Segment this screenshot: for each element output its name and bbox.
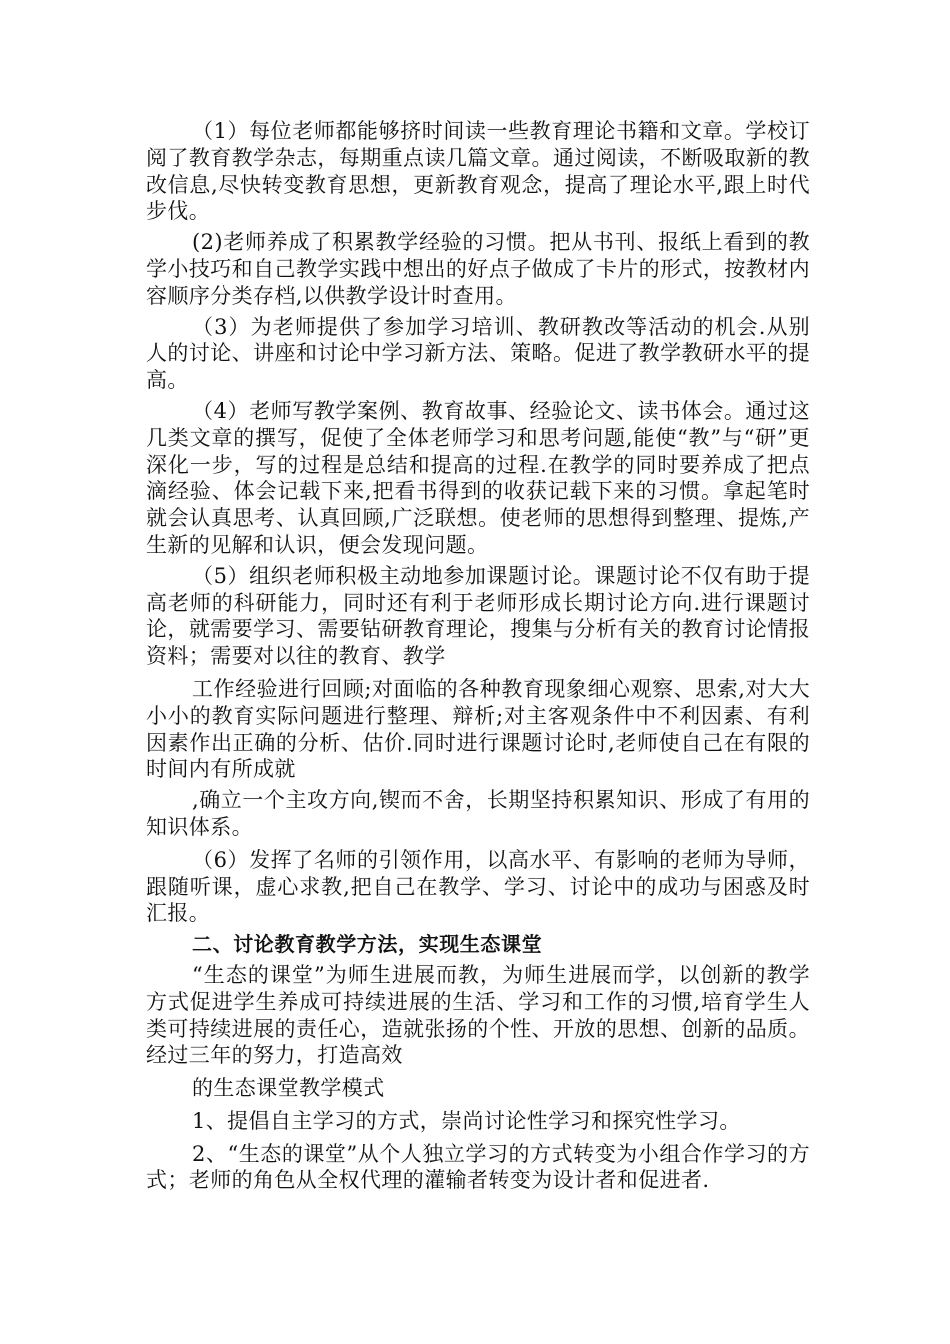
paragraph-1: （1）每位老师都能够挤时间读一些教育理论书籍和文章。学校订阅了教育教学杂志，每期重点读几篇文章。通过阅读，不断吸取新的教改信息,尽快转变教育思想，更新教育观念，提高了理论水平,跟上时代步伐。 (146, 119, 810, 224)
list-item-1: 1、提倡自主学习的方式，崇尚讨论性学习和探究性学习。 (192, 1108, 741, 1133)
paragraph-5: （5）组织老师积极主动地参加课题讨论。课题讨论不仅有助于提高老师的科研能力，同时还有利于老师形成长期讨论方向.进行课题讨论，就需要学习、需要钻研教育理论，搜集与分析有关的教育讨论情报资料；需要对以往的教育、教学 (146, 563, 810, 669)
paragraph-6: （6）发挥了名师的引领作用，以高水平、有影响的老师为导师，跟随听课，虚心求教,把自己在教学、学习、讨论中的成功与困惑及时汇报。 (146, 847, 810, 926)
paragraph-5-continued-2: ,确立一个主攻方向,锲而不舍，长期坚持积累知识、形成了有用的知识体系。 (146, 788, 810, 839)
paragraph-7-continued: 的生态课堂教学模式 (192, 1076, 385, 1101)
paragraph-7: “生态的课堂”为师生进展而教，为师生进展而学，以创新的教学方式促进学生养成可持续进展的生活、学习和工作的习惯,培育学生人类可持续进展的责任心，造就张扬的个性、开放的思想、创新的品质。经过三年的努力，打造高效 (146, 962, 810, 1068)
paragraph-4: （4）老师写教学案例、教育故事、经验论文、读书体会。通过这几类文章的撰写，促使了全体老师学习和思考问题,能使“教”与“研”更深化一步，写的过程是总结和提高的过程.在教学的同时要养成了把点滴经验、体会记载下来,把看书得到的收获记载下来的习惯。拿起笔时就会认真思考、认真回顾,广泛联想。使老师的思想得到整理、提炼,产生新的见解和认识，便会发现问题。 (146, 398, 810, 557)
paragraph-2: (2)老师养成了积累教学经验的习惯。把从书刊、报纸上看到的教学小技巧和自己教学实践中想出的好点子做成了卡片的形式，按教材内容顺序分类存档,以供教学设计时查用。 (146, 230, 810, 308)
paragraph-3: （3）为老师提供了参加学习培训、教研教改等活动的机会.从别人的讨论、讲座和讨论中学习新方法、策略。促进了教学教研水平的提高。 (146, 314, 810, 393)
list-item-2: 2、“生态的课堂”从个人独立学习的方式转变为小组合作学习的方式；老师的角色从全权代理的灌输者转变为设计者和促进者. (146, 1141, 810, 1193)
section-heading: 二、讨论教育教学方法，实现生态课堂 (192, 932, 543, 957)
paragraph-5-continued: 工作经验进行回顾;对面临的各种教育现象细心观察、思索,对大大小小的教育实际问题进行整理、辩析;对主客观条件中不利因素、有利因素作出正确的分析、估价.同时进行课题讨论时,老师使自己在有限的时间内有所成就 (146, 676, 810, 782)
document-page (146, 118, 810, 1198)
